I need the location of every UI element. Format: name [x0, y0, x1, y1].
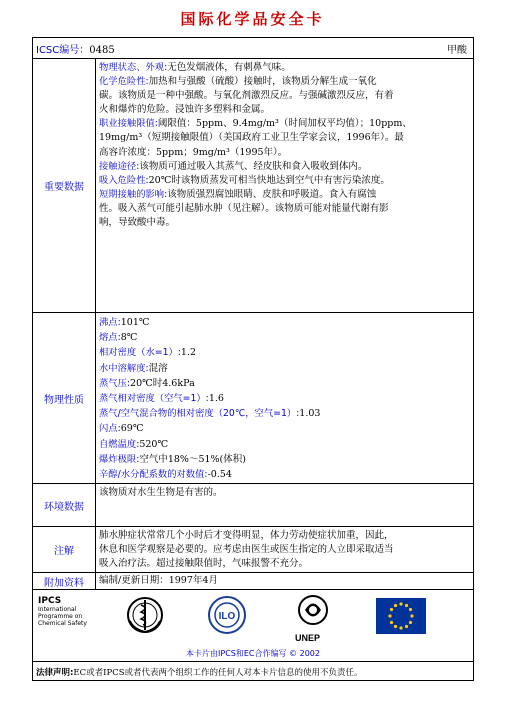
physical-properties-content — [99, 315, 470, 482]
ipcs-sub-line: Chemical Safety — [38, 620, 87, 627]
physical-property-value: -0.54 — [207, 469, 232, 481]
card-title: 国际化学品安全卡 — [180, 10, 325, 28]
icsc-value: 0485 — [89, 45, 115, 56]
important-data-key: 短期接触的影响: — [99, 188, 168, 200]
important-data-line — [99, 117, 470, 131]
important-data-line — [99, 103, 470, 117]
physical-property-key: 自燃温度: — [99, 438, 140, 450]
additional-text: 编制/更新日期：1997年4月 — [99, 575, 218, 586]
additional-section — [33, 573, 473, 590]
legal-label: 法律声明: — [36, 668, 74, 678]
physical-property-value: 空气中18%～51%(体积) — [139, 453, 246, 465]
physical-property-line — [99, 315, 470, 330]
physical-property-value: 1.03 — [299, 408, 321, 420]
physical-property-key: 蒸气相对密度（空气=1）: — [99, 393, 209, 405]
notes-content — [99, 529, 470, 571]
notes-line: 吸入治疗法。超过接触限值时，气味报警不充分。 — [99, 558, 309, 570]
physical-property-value: 8℃ — [120, 332, 138, 344]
important-data-value: 高容许浓度：5ppm；9mg/m³（1995年）。 — [99, 146, 288, 158]
important-data-value: 该物质可通过吸入其蒸气、经皮肤和食入吸收到体内。 — [139, 160, 368, 172]
physical-property-value: 520℃ — [139, 438, 169, 450]
notes-line: 肺水肿症状常常几个小时后才变得明显，体力劳动使症状加重，因此， — [99, 530, 394, 541]
physical-property-key: 爆炸极限: — [99, 453, 140, 465]
important-data-key: 化学危险性: — [99, 76, 149, 88]
ilo-emblem-icon — [207, 595, 247, 635]
ipcs-sub-line: International — [38, 606, 77, 613]
unep-emblem-icon — [293, 593, 333, 635]
physical-property-value: 101℃ — [120, 317, 150, 328]
important-data-line — [99, 75, 470, 89]
physical-property-value: 1.6 — [208, 393, 224, 405]
important-data-line — [99, 61, 470, 75]
physical-property-line — [99, 391, 470, 406]
physical-property-key: 相对密度（水=1）: — [99, 347, 181, 359]
safety-card — [32, 37, 474, 681]
important-data-value: 该物质强烈腐蚀眼睛、皮肤和呼吸道。食入有腐蚀 — [167, 188, 377, 200]
physical-property-key: 辛醇/水分配系数的对数值: — [99, 469, 208, 481]
physical-property-key: 蒸气压: — [99, 377, 131, 389]
ipcs-title: IPCS — [38, 596, 62, 606]
ipcs-logo — [38, 598, 87, 627]
important-data-label: 重要数据 — [33, 59, 96, 312]
physical-properties-section — [33, 313, 473, 484]
physical-property-key: 熔点: — [99, 332, 121, 344]
legal-notice — [36, 666, 363, 678]
physical-properties-label: 物理性质 — [33, 313, 96, 483]
important-data-line — [99, 202, 470, 216]
notes-line: 休息和医学观察是必要的。应考虑由医生或医生指定的人立即采取适当 — [99, 544, 394, 556]
svg-text:ILO: ILO — [218, 611, 236, 622]
physical-property-key: 沸点: — [99, 317, 121, 328]
physical-property-key: 水中溶解度: — [99, 362, 149, 374]
cooperation-note: 本卡片由IPCS和EC合作编写 © 2002 — [186, 649, 320, 658]
notes-label: 注解 — [33, 527, 96, 572]
physical-property-line — [99, 452, 470, 467]
important-data-value: 碳。该物质是一种中强酸。与氧化剂激烈反应。与强碱激烈反应，有着 — [99, 90, 394, 102]
notes-section — [33, 527, 473, 573]
important-data-line — [99, 146, 470, 160]
important-data-value: 20℃时该物质蒸发可相当快地达到空气中有害污染浓度。 — [148, 174, 390, 186]
important-data-line — [99, 89, 470, 103]
important-data-key: 物理状态、外观: — [99, 62, 168, 73]
eu-flag-icon — [376, 598, 426, 634]
physical-property-line — [99, 345, 470, 360]
legal-text: EC或者IPCS或者代表两个组织工作的任何人对本卡片信息的使用不负责任。 — [73, 668, 363, 678]
physical-property-line — [99, 361, 470, 376]
physical-property-key: 蒸气/空气混合物的相对密度（20℃，空气=1）: — [99, 408, 300, 420]
important-data-content — [99, 61, 470, 230]
logos-section — [33, 590, 473, 662]
icsc-number — [36, 41, 115, 56]
important-data-value: 无色发烟液体，有刺鼻气味。 — [167, 62, 291, 73]
important-data-line — [99, 131, 470, 145]
physical-property-line — [99, 376, 470, 391]
who-emblem-icon — [125, 595, 165, 635]
important-data-value: 加热和与强酸（硫酸）接触时，该物质分解生成一氧化 — [148, 76, 377, 88]
important-data-key: 职业接触限值: — [99, 118, 158, 130]
icsc-label: ICSC编号： — [36, 45, 90, 56]
legal-section — [33, 662, 473, 680]
chemical-name: 甲酸 — [447, 45, 467, 56]
important-data-value: 19mg/m³（短期接触限值）（美国政府工业卫生学家会议，1996年）。最 — [99, 132, 404, 144]
additional-label: 附加资料 — [33, 573, 96, 589]
physical-property-line — [99, 406, 470, 421]
physical-property-value: 20℃时4.6kPa — [130, 377, 195, 389]
physical-property-line — [99, 330, 470, 345]
physical-property-value: 1.2 — [180, 347, 197, 359]
important-data-value: 火和爆炸的危险。浸蚀许多塑料和金属。 — [99, 104, 271, 116]
important-data-section — [33, 59, 473, 313]
physical-property-line — [99, 421, 470, 436]
important-data-key: 吸入危险性: — [99, 174, 149, 186]
environment-section — [33, 484, 473, 527]
environment-label: 环境数据 — [33, 484, 96, 526]
important-data-key: 接触途径: — [99, 160, 140, 172]
header-row — [33, 38, 473, 59]
important-data-value: 响，导致酸中毒。 — [99, 217, 176, 229]
important-data-line — [99, 160, 470, 174]
environment-text: 该物质对水生生物是有害的。 — [99, 487, 223, 498]
physical-property-value: 69℃ — [120, 423, 144, 435]
physical-property-line — [99, 437, 470, 452]
important-data-line — [99, 188, 470, 202]
physical-property-key: 闪点: — [99, 423, 121, 435]
unep-label: UNEP — [295, 633, 321, 643]
important-data-line — [99, 216, 470, 230]
important-data-line — [99, 174, 470, 188]
physical-property-line — [99, 467, 470, 482]
important-data-value: 阈限值：5ppm、9.4mg/m³（时间加权平均值）；10ppm、 — [157, 118, 412, 130]
physical-property-value: 混溶 — [148, 362, 168, 374]
ipcs-sub-line: Programme on — [38, 613, 83, 620]
important-data-value: 性。吸入蒸气可能引起肺水肿（见注解）。该物质可能对能量代谢有影 — [99, 202, 389, 214]
